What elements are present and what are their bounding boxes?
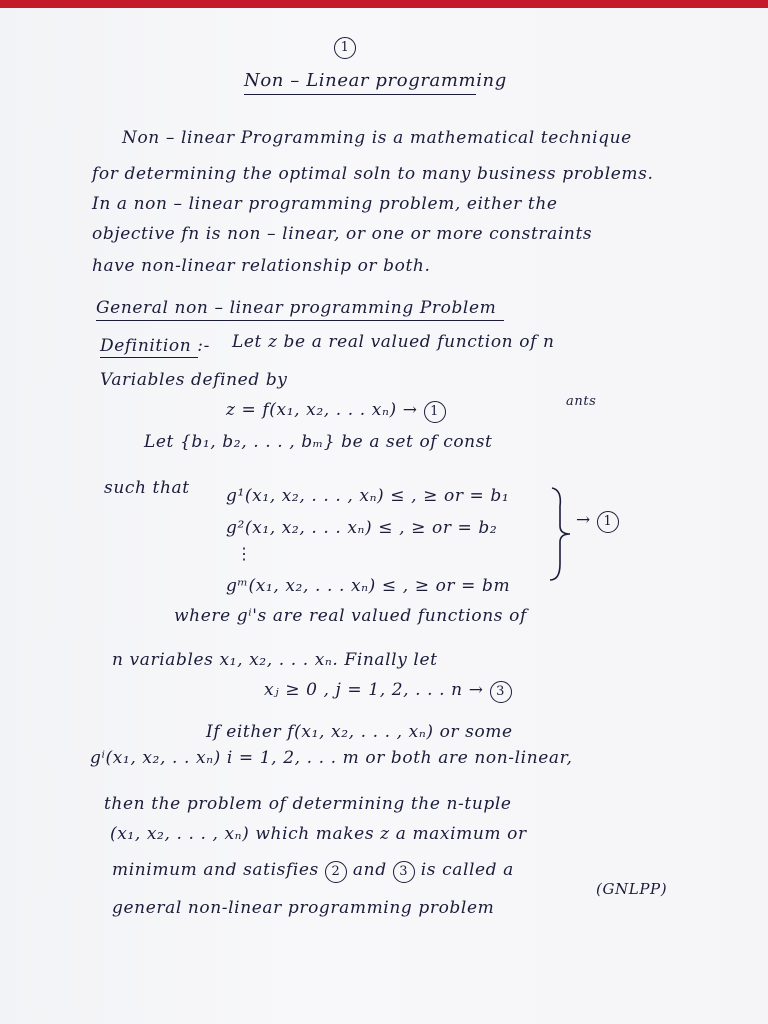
variables-line-2: n variables x₁, x₂, . . . xₙ. Finally let [112, 650, 438, 670]
satisfies-tag-3: 3 [393, 861, 415, 883]
constants-line: Let {b₁, b₂, . . . , bₘ} be a set of const [144, 432, 493, 452]
constraints-tag-circle: 1 [597, 511, 619, 533]
notebook-page [0, 8, 768, 1024]
equation-objective [226, 400, 446, 423]
satisfies-tag-2: 2 [325, 861, 347, 883]
nonnegativity-text: xⱼ ≥ 0 , j = 1, 2, . . . n → [264, 680, 484, 700]
intro-line-5: have non-linear relationship or both. [92, 256, 431, 276]
final-line: general non-linear programming problem [112, 898, 495, 918]
intro-line-3: In a non – linear programming problem, either the [92, 194, 558, 214]
page-title: Non – Linear programming [244, 70, 507, 91]
gi-line: gⁱ(x₁, x₂, . . xₙ) i = 1, 2, . . . m or both are non-linear, [90, 748, 573, 768]
then-line: then the problem of determining the n-tuple [104, 794, 512, 814]
definition-label-underline [100, 357, 198, 358]
definition-text: Let z be a real valued function of n [232, 332, 555, 352]
ellipsis-vertical: ⋮ [236, 544, 253, 563]
constraint-2: g²(x₁, x₂, . . . xₙ) ≤ , ≥ or = b₂ [226, 518, 498, 538]
equation-objective-text: z = f(x₁, x₂, . . . xₙ) → [226, 400, 418, 420]
page-number-circle: 1 [334, 37, 356, 59]
equation-objective-tag: 1 [424, 401, 446, 423]
intro-line-4: objective fn is non – linear, or one or more constraints [92, 224, 593, 244]
constraint-brace [548, 486, 574, 582]
final-abbreviation: (GNLPP) [596, 880, 668, 898]
intro-line-2: for determining the optimal soln to many business problems. [92, 164, 654, 184]
intro-line-1: Non – linear Programming is a mathematical technique [122, 128, 632, 148]
satisfies-and: and [352, 860, 387, 880]
tuple-line: (x₁, x₂, . . . , xₙ) which makes z a maximum or [110, 824, 527, 844]
definition-label: Definition :- [100, 336, 210, 356]
where-line: where gⁱ's are real valued functions of [174, 606, 527, 626]
such-that: such that [104, 478, 190, 498]
title-underline [244, 94, 476, 95]
satisfies-line [112, 860, 514, 883]
variables-line: Variables defined by [100, 370, 288, 390]
nonnegativity-tag: 3 [490, 681, 512, 703]
section-heading-underline [96, 320, 504, 321]
constraint-1: g¹(x₁, x₂, . . . , xₙ) ≤ , ≥ or = b₁ [226, 486, 510, 506]
satisfies-called: is called a [420, 860, 514, 880]
constants-correction: ants [566, 394, 597, 409]
page-number [334, 36, 356, 59]
satisfies-text: minimum and satisfies [112, 860, 319, 880]
nonnegativity [264, 680, 512, 703]
if-line: If either f(x₁, x₂, . . . , xₙ) or some [206, 722, 513, 742]
constraints-arrow: → [576, 510, 591, 530]
section-heading: General non – linear programming Problem [96, 298, 497, 318]
constraint-m: gᵐ(x₁, x₂, . . . xₙ) ≤ , ≥ or = bm [226, 576, 511, 596]
constraints-tag [576, 510, 619, 533]
